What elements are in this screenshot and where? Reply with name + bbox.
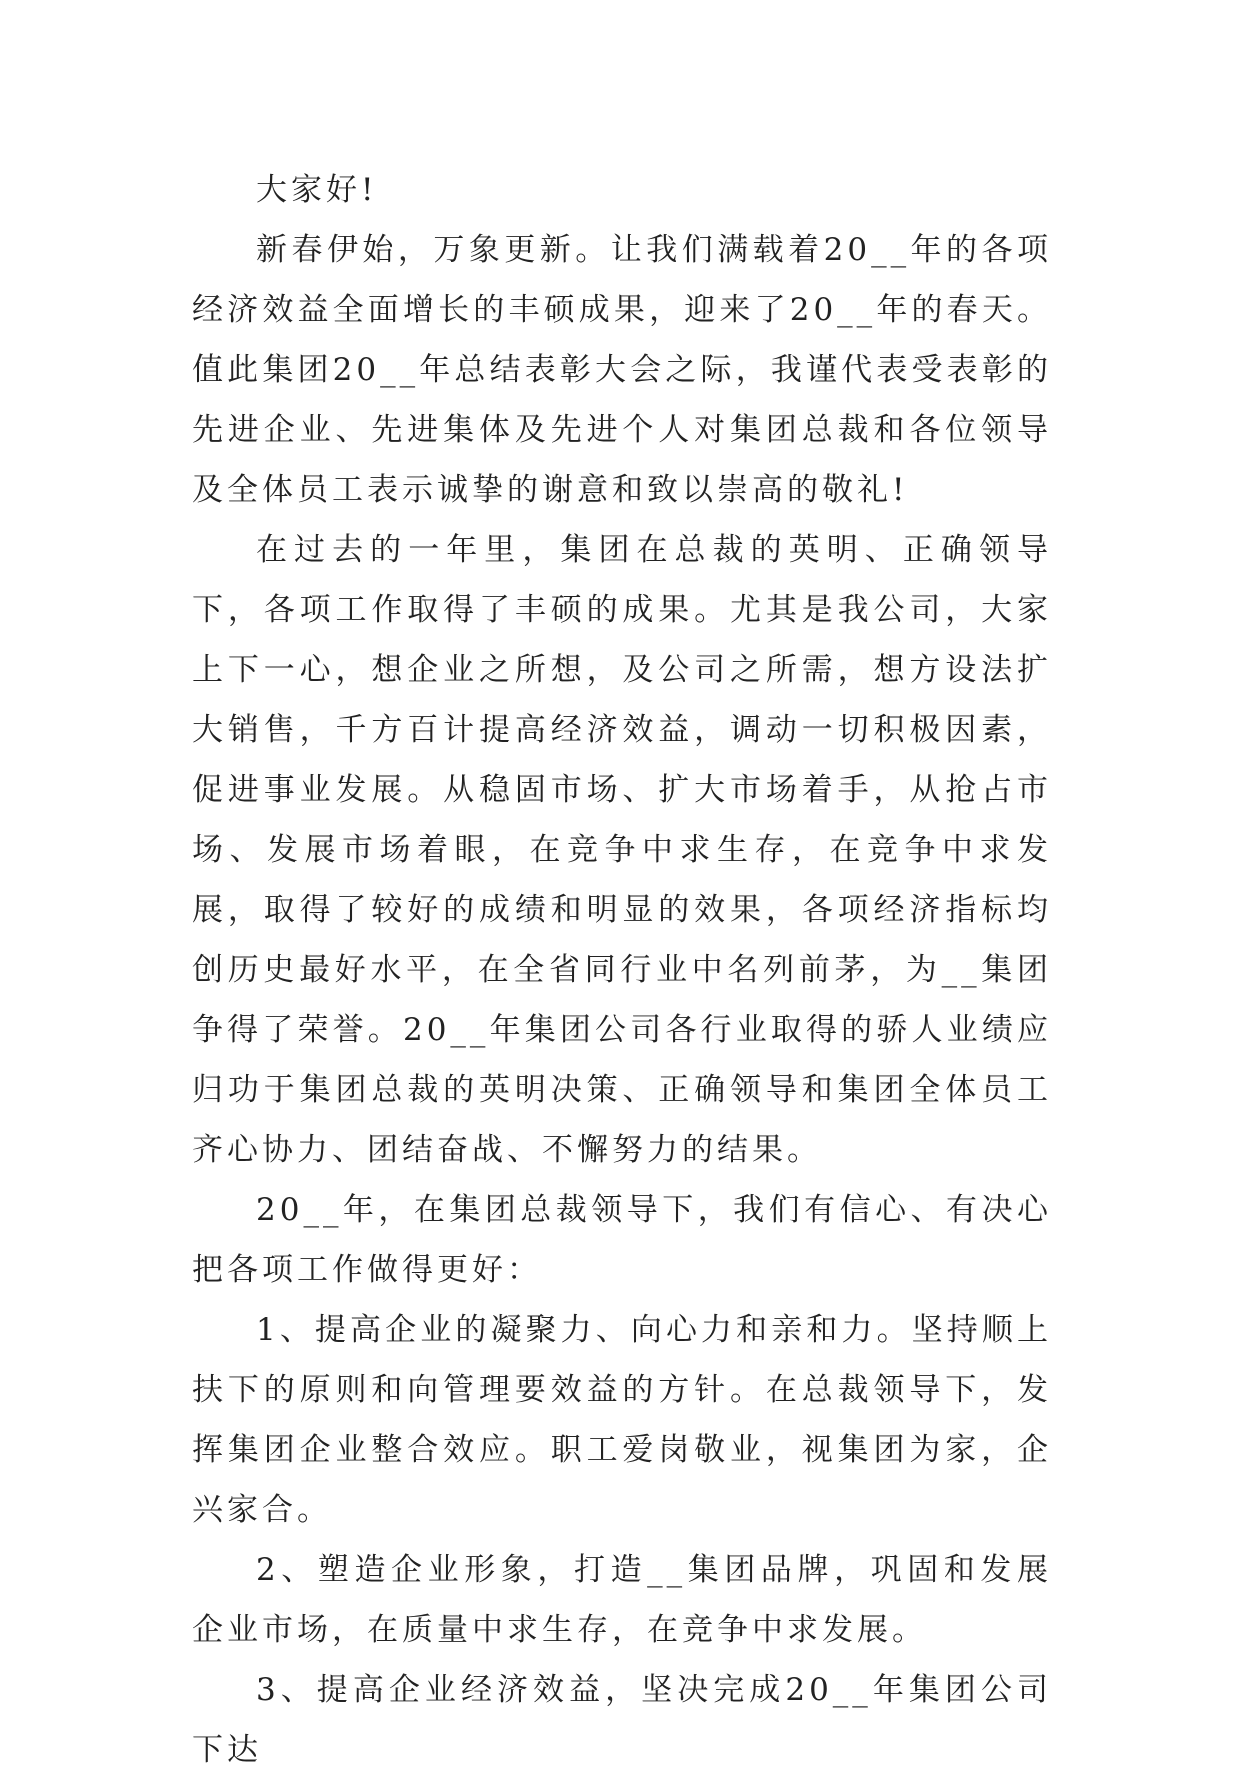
document-body [192,160,1052,1780]
paragraph-item-2: 2、塑造企业形象，打造__集团品牌，巩固和发展企业市场，在质量中求生存，在竞争中求发展。 [192,1552,1052,1648]
paragraph-review: 在过去的一年里，集团在总裁的英明、正确领导下，各项工作取得了丰硕的成果。尤其是我公司，大家上下一心，想企业之所想，及公司之所需，想方设法扩大销售，千方百计提高经济效益，调动一切积极因素，促进事业发展。从稳固市场、扩大市场着手，从抢占市场、发展市场着眼，在竞争中求生存，在竞争中求发展，取得了较好的成绩和明显的效果，各项经济指标均创历史最好水平，在全省同行业中名列前茅，为__集团争得了荣誉。20__年集团公司各行业取得的骄人业绩应归功于集团总裁的英明决策、正确领导和集团全体员工齐心协力、团结奋战、不懈努力的结果。 [192,532,1052,1168]
greeting-paragraph: 大家好! [256,172,378,208]
paragraph-item-3: 3、提高企业经济效益，坚决完成20__年集团公司下达 [192,1672,1052,1768]
paragraph-item-1: 1、提高企业的凝聚力、向心力和亲和力。坚持顺上扶下的原则和向管理要效益的方针。在总裁领导下，发挥集团企业整合效应。职工爱岗敬业，视集团为家，企兴家合。 [192,1312,1052,1528]
paragraph-outlook: 20__年，在集团总裁领导下，我们有信心、有决心把各项工作做得更好： [192,1192,1052,1288]
paragraph-opening: 新春伊始，万象更新。让我们满载着20__年的各项经济效益全面增长的丰硕成果，迎来了20__年的春天。值此集团20__年总结表彰大会之际，我谨代表受表彰的先进企业、先进集体及先进个人对集团总裁和各位领导及全体员工表示诚挚的谢意和致以崇高的敬礼! [192,232,1052,508]
